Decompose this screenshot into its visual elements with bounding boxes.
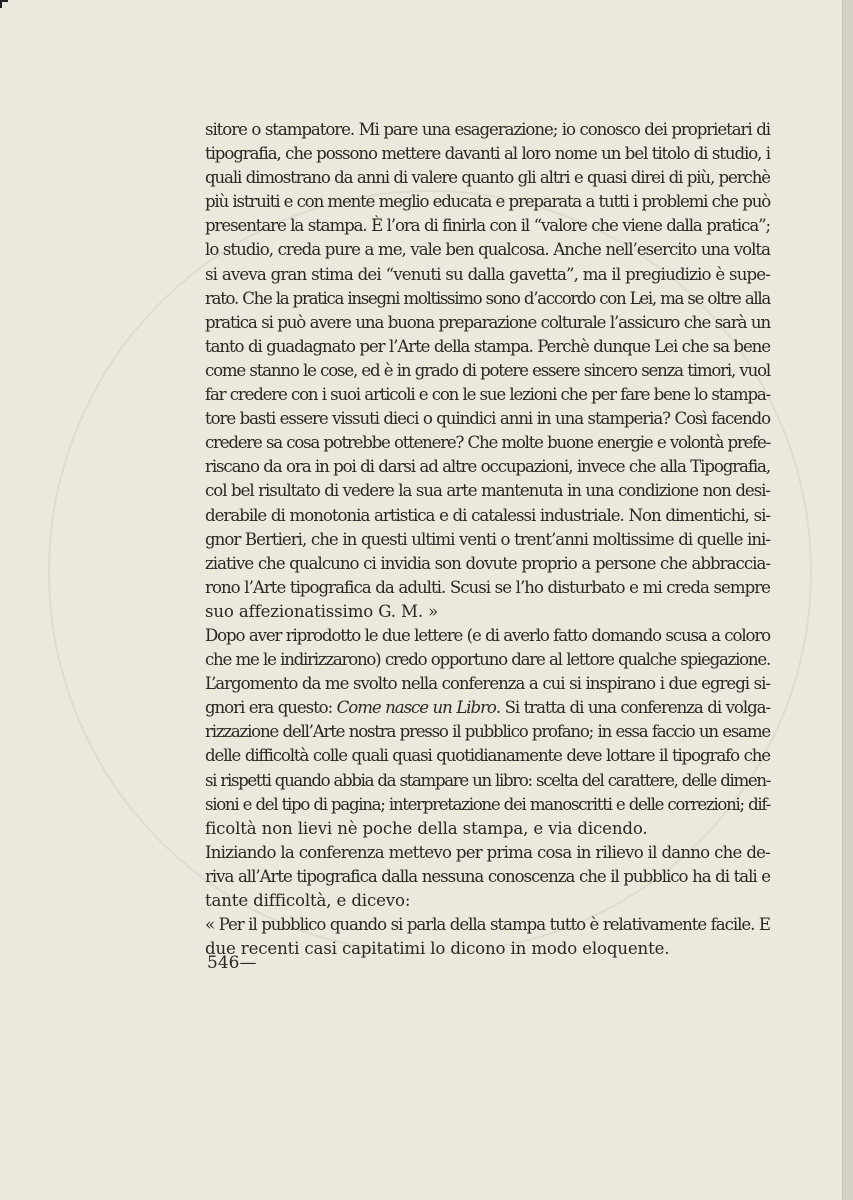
scan-corner-mark (0, 0, 8, 8)
text-line: che me le indirizzarono) credo opportuno dare al lettore qualche spiegazione. (205, 650, 770, 670)
text-line: quali dimostrano da anni di valere quanto gli altri e quasi direi di più, perchè (205, 168, 770, 188)
text-line: L’argomento da me svolto nella conferenza a cui si inspirano i due egregi si- (205, 674, 770, 694)
text-line: ficoltà non lievi nè poche della stampa, e via dicendo. (205, 818, 648, 838)
text-line: due recenti casi capitatimi lo dicono in modo eloquente. (205, 939, 670, 959)
text-line: tipografia, che possono mettere davanti al loro nome un bel titolo di studio, i (205, 144, 770, 164)
text-line: sitore o stampatore. Mi pare una esagerazione; io conosco dei proprietari di (205, 120, 770, 139)
text-line: Dopo aver riprodotto le due lettere (e di averlo fatto domando scusa a coloro (205, 625, 770, 645)
page-number: 546— (207, 953, 257, 973)
text-line: « Per il pubblico quando si parla della stampa tutto è relativamente facile. E (205, 915, 770, 935)
text-line: come stanno le cose, ed è in grado di potere essere sincero senza timori, vuol (205, 360, 770, 380)
text-line: tore basti essere vissuti dieci o quindici anni in una stamperia? Così facendo (205, 409, 770, 429)
body-text (205, 118, 770, 961)
text-line: delle difficoltà colle quali quasi quotidianamente deve lottare il tipografo che (205, 746, 770, 766)
text-segment: gnori era questo: (205, 698, 337, 718)
text-line: tante difficoltà, e dicevo: (205, 891, 411, 910)
text-line: più istruiti e con mente meglio educata e preparata a tutti i problemi che può (205, 192, 770, 212)
text-line (205, 696, 770, 720)
text-line: suo affezionatissimo G. M. » (205, 601, 439, 621)
text-line: pratica si può avere una buona preparazione colturale l’assicuro che sarà un (205, 312, 770, 332)
text-line: credere sa cosa potrebbe ottenere? Che molte buone energie e volontà prefe- (205, 433, 770, 453)
text-line: col bel risultato di vedere la sua arte mantenuta in una condizione non desi- (205, 481, 770, 501)
text-line: riscano da ora in poi di darsi ad altre occupazioni, invece che alla Tipografia, (205, 457, 770, 477)
italic-title: Come nasce un Libro (336, 698, 496, 718)
text-line: rato. Che la pratica insegni moltissimo sono d’accordo con Lei, ma se oltre alla (205, 288, 770, 308)
text-line: riva all’Arte tipografica dalla nessuna conoscenza che il pubblico ha di tali e (205, 866, 770, 886)
text-line: derabile di monotonia artistica e di catalessi industriale. Non dimentichi, si- (205, 505, 770, 525)
text-line: si rispetti quando abbia da stampare un libro: scelta del carattere, delle dimen- (205, 770, 770, 790)
text-line: si aveva gran stima dei “venuti su dalla gavetta”, ma il pregiudizio è supe- (205, 264, 770, 284)
page-edge (842, 0, 853, 1200)
text-line: Iniziando la conferenza mettevo per prima cosa in rilievo il danno che de- (205, 842, 770, 862)
text-line: sioni e del tipo di pagina; interpretazione dei manoscritti e delle correzioni; dif- (205, 794, 770, 814)
text-line: tanto di guadagnato per l’Arte della stampa. Perchè dunque Lei che sa bene (205, 336, 770, 356)
text-line: ziative che qualcuno ci invidia son dovute proprio a persone che abbraccia- (205, 553, 770, 573)
text-line: rizzazione dell’Arte nostra presso il pubblico profano; in essa faccio un esame (205, 722, 770, 742)
text-line: presentare la stampa. È l’ora di finirla con il “valore che viene dalla pratica”; (205, 216, 770, 236)
text-line: lo studio, creda pure a me, vale ben qualcosa. Anche nell’esercito una volta (205, 240, 770, 260)
text-line: gnor Bertieri, che in questi ultimi venti o trent’anni moltissime di quelle ini- (205, 529, 770, 549)
text-segment: . Si tratta di una conferenza di volga- (495, 698, 770, 718)
text-line: rono l’Arte tipografica da adulti. Scusi se l’ho disturbato e mi creda sempre (205, 577, 770, 597)
text-line: far credere con i suoi articoli e con le sue lezioni che per fare bene lo stampa- (205, 385, 770, 405)
